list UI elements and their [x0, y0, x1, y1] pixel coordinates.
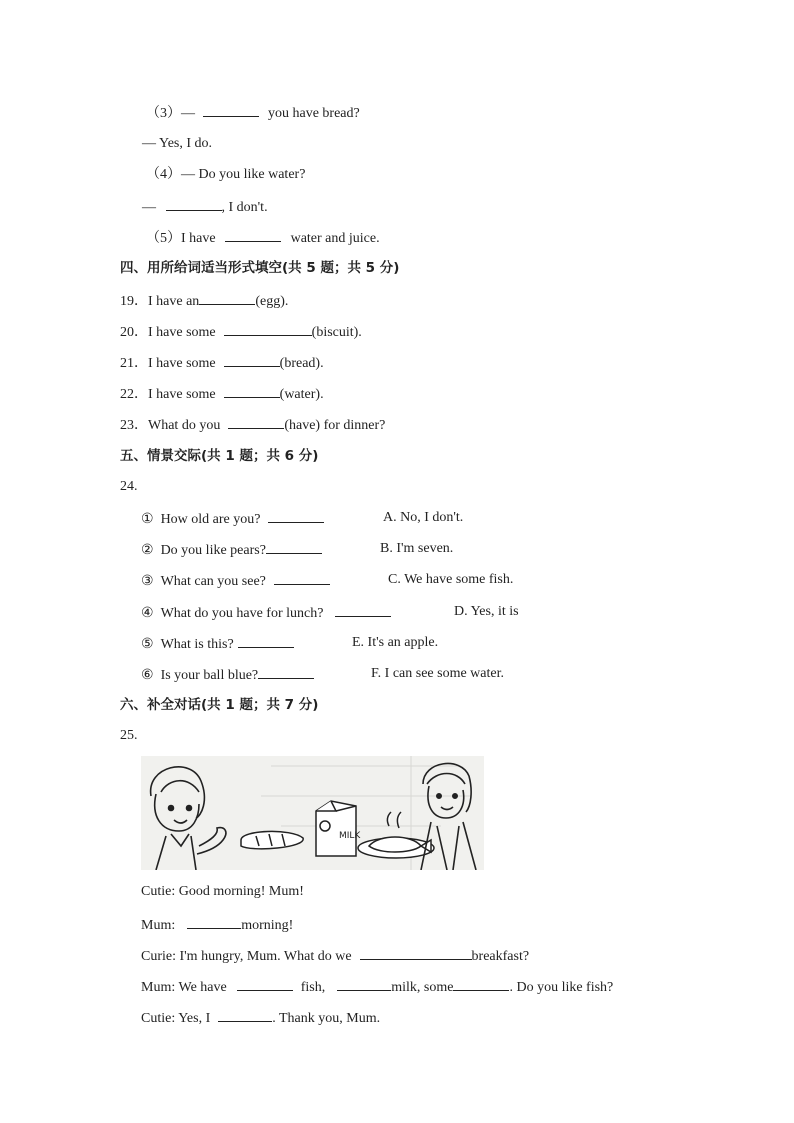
q3-number: （3）— — [146, 106, 195, 121]
item-number: 20． — [120, 325, 148, 340]
circled-number: ② — [141, 543, 154, 558]
match-answer-d: D. Yes, it is — [454, 604, 519, 619]
match-answer-a: A. No, I don't. — [383, 510, 464, 525]
item-pre: I have an — [148, 294, 200, 309]
item-number: 21． — [120, 356, 148, 371]
match-blank-1[interactable] — [268, 508, 324, 523]
item-24-number: 24. — [120, 479, 138, 494]
q5-line — [146, 227, 380, 249]
question-text: What do you have for lunch? — [160, 606, 324, 621]
item-pre: I have some — [148, 356, 216, 371]
item-20-blank[interactable] — [224, 321, 312, 336]
dialogue-blank-3[interactable] — [237, 976, 293, 991]
q3-blank[interactable] — [203, 102, 259, 117]
speaker: Mum: — [141, 918, 176, 933]
item-25-number: 25. — [120, 728, 138, 743]
match-question-2 — [141, 539, 322, 561]
dialogue-text: fish, — [300, 980, 326, 995]
item-20 — [120, 321, 362, 343]
dialogue-line-2 — [141, 914, 293, 936]
dialogue-text: Cutie: Yes, I — [141, 1011, 211, 1026]
match-question-6 — [141, 664, 314, 686]
q4-text: , I don't. — [221, 200, 268, 215]
circled-number: ③ — [141, 574, 154, 589]
match-blank-6[interactable] — [258, 664, 314, 679]
match-question-5 — [141, 633, 294, 655]
milk-carton-icon — [316, 801, 356, 856]
dialogue-blank-2[interactable] — [360, 945, 472, 960]
dialogue-text: . Thank you, Mum. — [272, 1011, 381, 1026]
dialogue-text: breakfast? — [471, 949, 530, 964]
item-post: (bread). — [279, 356, 324, 371]
item-post: (water). — [279, 387, 324, 402]
dialogue-line-4 — [141, 976, 613, 998]
circled-number: ④ — [141, 606, 154, 621]
dialogue-line-1: Cutie: Good morning! Mum! — [141, 884, 304, 899]
q3-text: you have bread? — [268, 106, 360, 121]
match-blank-4[interactable] — [335, 602, 391, 617]
item-22-blank[interactable] — [224, 383, 280, 398]
q4-answer-line — [142, 196, 268, 218]
question-text: What is this? — [160, 637, 234, 652]
q4-dash: — — [142, 200, 156, 215]
breakfast-scene-svg — [141, 756, 484, 870]
match-question-1 — [141, 508, 324, 530]
match-answer-c: C. We have some fish. — [388, 572, 514, 587]
question-text: What can you see? — [160, 574, 266, 589]
item-pre: I have some — [148, 387, 216, 402]
milk-label: MILK — [339, 831, 361, 841]
item-post: (egg). — [255, 294, 289, 309]
question-text: How old are you? — [160, 512, 261, 527]
match-question-4 — [141, 602, 391, 624]
q5-blank[interactable] — [225, 227, 281, 242]
item-19-blank[interactable] — [199, 290, 255, 305]
item-pre: I have some — [148, 325, 216, 340]
dialogue-text: Mum: We have — [141, 980, 227, 995]
match-blank-3[interactable] — [274, 570, 330, 585]
item-post: (have) for dinner? — [284, 418, 386, 433]
dialogue-line-5 — [141, 1007, 380, 1029]
item-21-blank[interactable] — [224, 352, 280, 367]
q5-pre: （5）I have — [146, 231, 216, 246]
question-text: Do you like pears? — [160, 543, 266, 558]
dialogue-blank-6[interactable] — [218, 1007, 272, 1022]
dialogue-text: milk, some — [391, 980, 454, 995]
dialogue-blank-1[interactable] — [187, 914, 241, 929]
q5-post: water and juice. — [290, 231, 380, 246]
match-question-3 — [141, 570, 330, 592]
dialogue-line-3 — [141, 945, 529, 967]
section6-heading: 六、补全对话(共 1 题；共 7 分) — [120, 697, 319, 713]
match-blank-2[interactable] — [266, 539, 322, 554]
circled-number: ⑤ — [141, 637, 154, 652]
q3-line — [146, 102, 360, 124]
breakfast-illustration — [141, 756, 484, 870]
section4-heading: 四、用所给词适当形式填空(共 5 题；共 5 分) — [120, 260, 400, 276]
question-text: Is your ball blue? — [160, 668, 259, 683]
match-answer-f: F. I can see some water. — [371, 666, 504, 681]
dialogue-text: morning! — [241, 918, 294, 933]
match-answer-b: B. I'm seven. — [380, 541, 454, 556]
match-answer-e: E. It's an apple. — [352, 635, 439, 650]
item-number: 23． — [120, 418, 148, 433]
item-19 — [120, 290, 288, 312]
dialogue-blank-5[interactable] — [453, 976, 509, 991]
item-post: (biscuit). — [311, 325, 362, 340]
q3-answer: — Yes, I do. — [142, 136, 213, 151]
match-blank-5[interactable] — [238, 633, 294, 648]
circled-number: ① — [141, 512, 154, 527]
item-pre: What do you — [148, 418, 221, 433]
dialogue-blank-4[interactable] — [337, 976, 391, 991]
section5-heading: 五、情景交际(共 1 题；共 6 分) — [120, 448, 319, 464]
dialogue-text: . Do you like fish? — [509, 980, 614, 995]
q4-question: （4）— Do you like water? — [146, 167, 306, 182]
item-21 — [120, 352, 324, 374]
item-23 — [120, 414, 385, 436]
dialogue-text: Curie: I'm hungry, Mum. What do we — [141, 949, 352, 964]
item-number: 22． — [120, 387, 148, 402]
item-number: 19． — [120, 294, 148, 309]
item-23-blank[interactable] — [228, 414, 284, 429]
item-22 — [120, 383, 324, 405]
circled-number: ⑥ — [141, 668, 154, 683]
q4-blank[interactable] — [166, 196, 222, 211]
